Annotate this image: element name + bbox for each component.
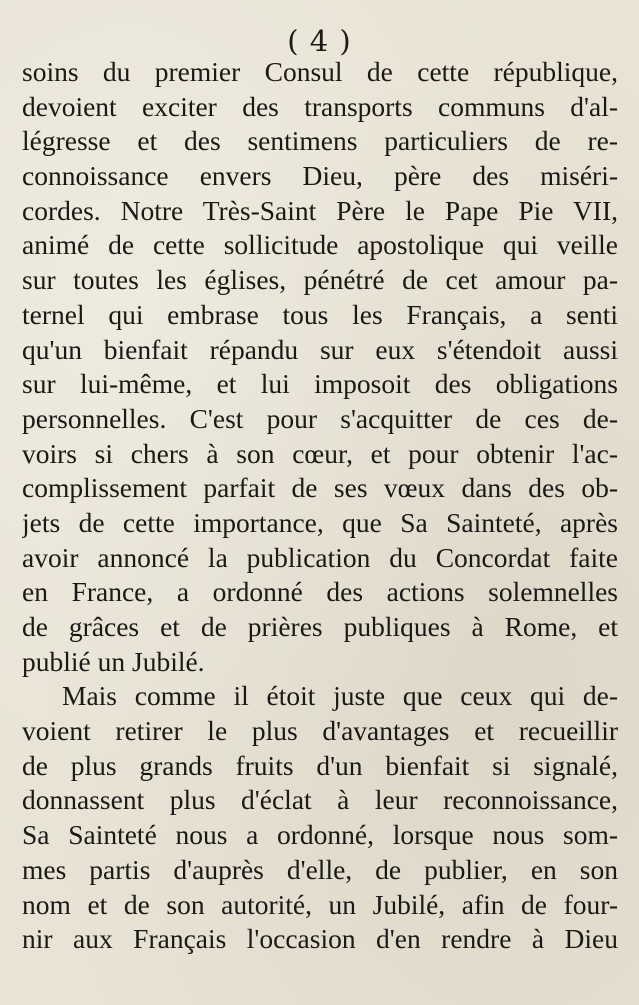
text-line: animé de cette sollicitude apostolique qui veille <box>22 229 618 261</box>
text-line: qu'un bienfait répandu sur eux s'étendoit aussi <box>22 333 618 365</box>
page-number: ( 4 ) <box>287 24 352 58</box>
text-line: personnelles. C'est pour s'acquitter de ces de- <box>22 402 618 434</box>
text-line: connoissance envers Dieu, père des miséri- <box>22 160 618 192</box>
text-line: mes partis d'auprès d'elle, de publier, en son <box>22 853 618 885</box>
text-line: de grâces et de prières publiques à Rome, et <box>22 611 618 642</box>
text-line: sur lui-même, et lui imposoit des obligations <box>22 368 618 400</box>
text-line: devoient exciter des transports communs d'al- <box>22 90 618 122</box>
text-line: complissement parfait de ses vœux dans des ob- <box>22 472 618 504</box>
text-line: jets de cette importance, que Sa Sainteté, après <box>22 506 618 538</box>
text-line: sur toutes les églises, pénétré de cet amour pa- <box>22 264 618 296</box>
text-line: voient retirer le plus d'avantages et recueillir <box>22 715 618 747</box>
text-line: nom et de son autorité, un Jubilé, afin de four- <box>22 888 618 920</box>
text-line: publié un Jubilé. <box>22 645 205 677</box>
text-line: cordes. Notre Très-Saint Père le Pape Pie VII, <box>22 194 618 226</box>
text-line: Mais comme il étoit juste que ceux qui de- <box>62 680 618 712</box>
text-line: avoir annoncé la publication du Concordat faite <box>22 541 618 573</box>
text-line: en France, a ordonné des actions solemnelles <box>22 576 618 608</box>
text-line: donnassent plus d'éclat à leur reconnoissance, <box>22 784 618 816</box>
text-line: nir aux Français l'occasion d'en rendre à Dieu <box>22 923 618 955</box>
body-text <box>22 55 618 957</box>
text-line: soins du premier Consul de cette république, <box>22 56 618 87</box>
text-line: de plus grands fruits d'un bienfait si signalé, <box>22 749 618 781</box>
text-line: Sa Sainteté nous a ordonné, lorsque nous som- <box>22 819 618 851</box>
text-line: voirs si chers à son cœur, et pour obtenir l'ac- <box>22 437 618 469</box>
text-line: légresse et des sentimens particuliers de re- <box>22 125 618 157</box>
text-line: ternel qui embrase tous les Français, a senti <box>22 298 618 330</box>
